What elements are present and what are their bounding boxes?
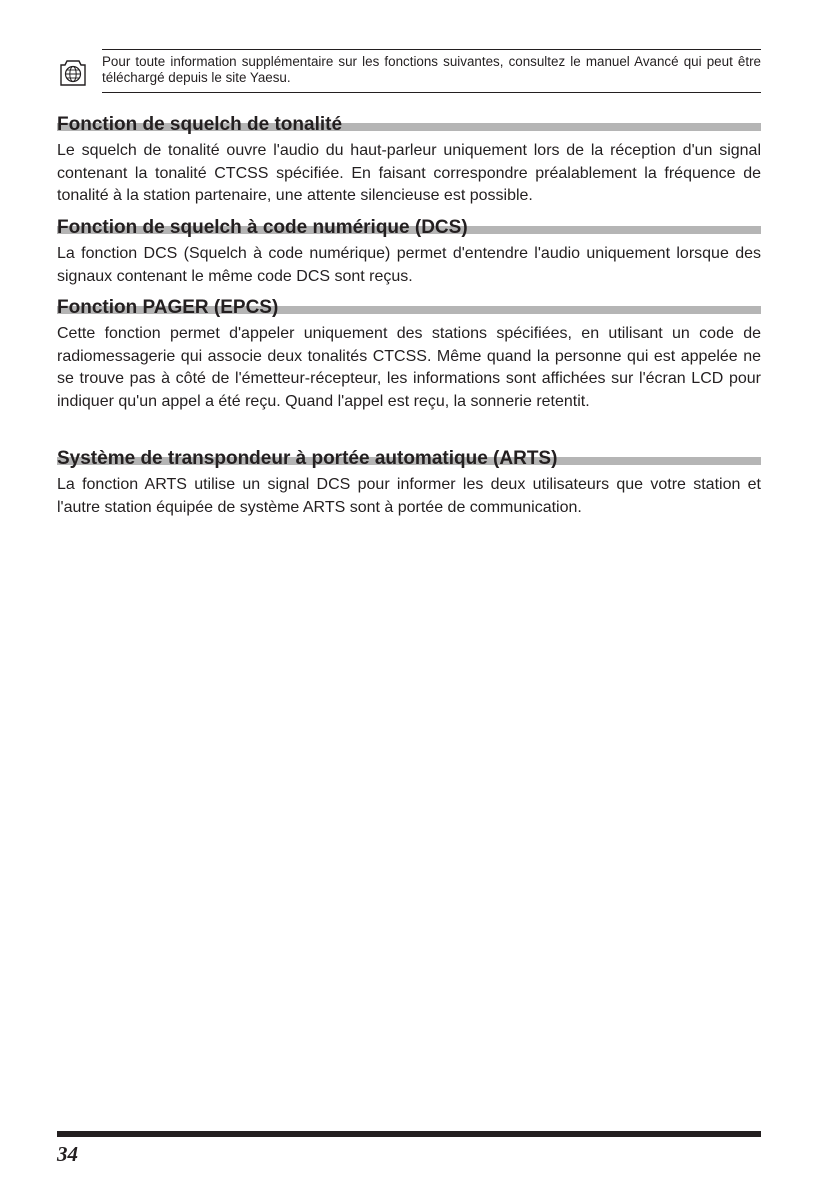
section-title: Fonction de squelch de tonalité [57,114,348,136]
section-heading-row [57,448,761,470]
section-title: Système de transpondeur à portée automatique (ARTS) [57,448,563,470]
footer-rule [57,1131,761,1137]
page-number: 34 [57,1142,78,1166]
section-body: La fonction ARTS utilise un signal DCS pour informer les deux utilisateurs que votre station et l'autre station équipée de système ARTS sont à portée de communication. [57,476,761,516]
section-body: La fonction DCS (Squelch à code numérique) permet d'entendre l'audio uniquement lorsque des signaux contenant le même code DCS sont reçus. [57,245,761,285]
section-tone-squelch [57,114,761,208]
section-title: Fonction PAGER (EPCS) [57,297,284,319]
note-text: Pour toute information supplémentaire sur les fonctions suivantes, consultez le manuel Avancé qui peut être téléchargé depuis le site Yaesu. [102,49,761,93]
section-heading-row [57,297,761,319]
section-body: Le squelch de tonalité ouvre l'audio du haut-parleur uniquement lors de la réception d'un signal contenant la tonalité CTCSS spécifiée. En faisant correspondre préalablement la fréquence de tonalité à la station partenaire, une attente silencieuse est possible. [57,142,761,204]
section-heading-row [57,217,761,239]
section-heading-row [57,114,761,136]
note-box [57,49,761,97]
section-arts [57,448,761,519]
section-body: Cette fonction permet d'appeler uniquement des stations spécifiées, en utilisant un code de radiomessagerie qui associe deux tonalités CTCSS. Même quand la personne qui est appelée ne se trouve pas à côté de l'émetteur-récepteur, les informations sont affichées sur l'écran LCD pour indiquer qu'un appel a été reçu. Quand l'appel est reçu, la sonnerie retentit. [57,325,761,410]
section-title: Fonction de squelch à code numérique (DCS) [57,217,474,239]
section-pager [57,297,761,413]
globe-manual-icon [57,59,89,87]
section-dcs [57,217,761,288]
